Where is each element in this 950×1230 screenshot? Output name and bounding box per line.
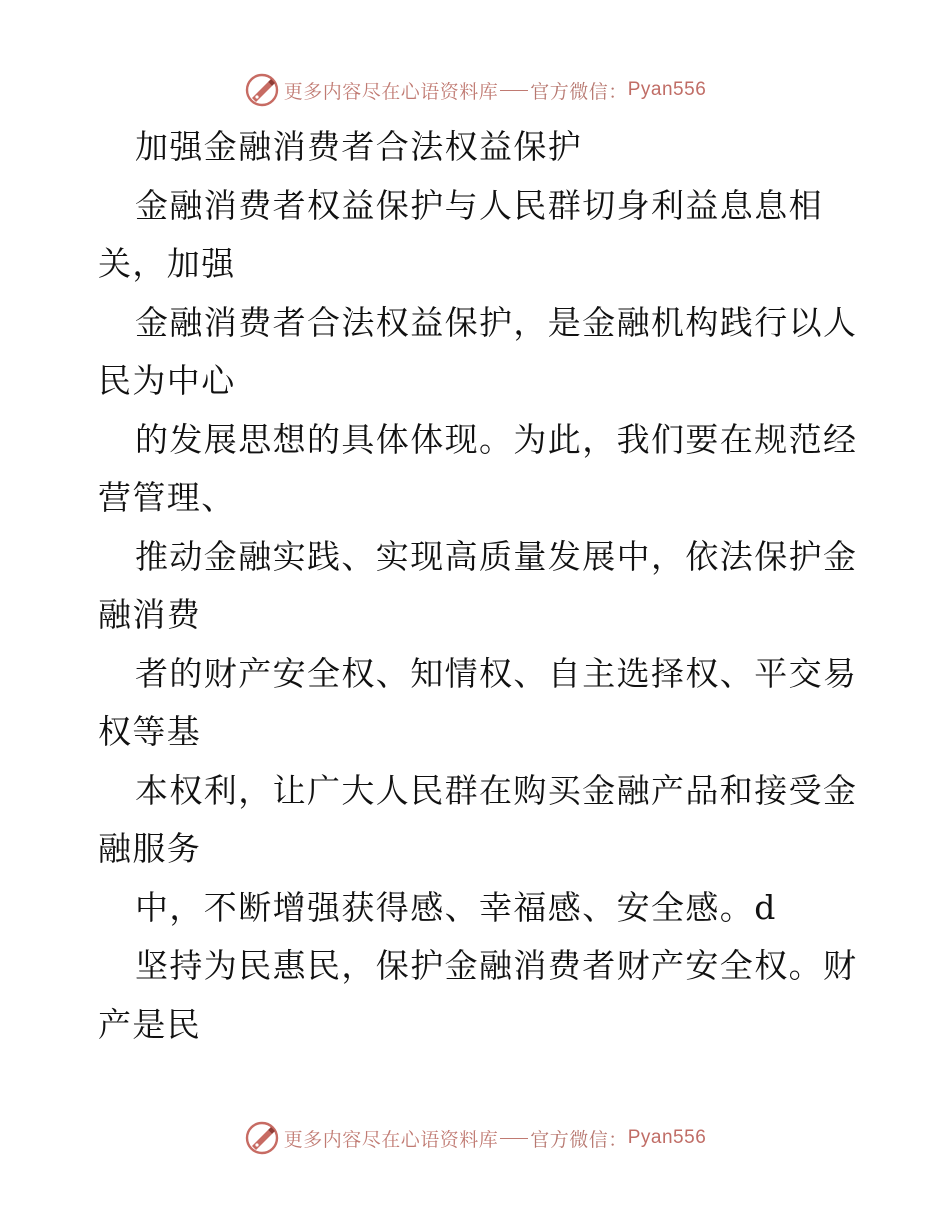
paragraph-line: 金融消费者权益保护与人民群切身利益息息相 bbox=[135, 185, 823, 225]
paragraph-line: 融消费 bbox=[98, 595, 202, 634]
paragraph-line: 营管理、 bbox=[98, 478, 236, 517]
paragraph-line: 民为中心 bbox=[98, 361, 236, 400]
pen-nib-logo-icon bbox=[244, 72, 280, 108]
paragraph-line: 金融消费者合法权益保护，是金融机构践行以人 bbox=[135, 302, 858, 342]
footer-dash bbox=[500, 1138, 528, 1139]
paragraph-line: 融服务 bbox=[98, 829, 202, 868]
header-wechat-id: Pyan556 bbox=[627, 79, 707, 100]
header-wechat-label: 官方微信： bbox=[530, 80, 628, 103]
header-banner bbox=[0, 70, 950, 110]
paragraph-line: 者的财产安全权、知情权、自主选择权、平交易 bbox=[135, 653, 858, 693]
paragraph-line: 关，加强 bbox=[98, 244, 236, 283]
header-banner-text: 更多内容尽在心语资料库 bbox=[283, 80, 499, 103]
paragraph-line: 中，不断增强获得感、幸福感、安全感。d bbox=[135, 887, 777, 927]
paragraph-line: 坚持为民惠民，保护金融消费者财产安全权。财 bbox=[135, 946, 858, 985]
footer-wechat-label: 官方微信： bbox=[530, 1128, 628, 1151]
footer-banner bbox=[0, 1118, 950, 1158]
paragraph-line: 本权利，让广大人民群在购买金融产品和接受金 bbox=[135, 770, 858, 810]
document-body bbox=[98, 118, 858, 1054]
paragraph-line: 的发展思想的具体体现。为此，我们要在规范经 bbox=[135, 419, 858, 459]
pen-nib-logo-icon bbox=[244, 1120, 280, 1156]
paragraph-line: 产是民 bbox=[98, 1004, 202, 1044]
footer-banner-text: 更多内容尽在心语资料库 bbox=[283, 1128, 499, 1151]
document-title: 加强金融消费者合法权益保护 bbox=[135, 127, 583, 166]
footer-wechat-id: Pyan556 bbox=[627, 1127, 707, 1148]
header-dash bbox=[500, 90, 528, 91]
paragraph-line: 推动金融实践、实现高质量发展中，依法保护金 bbox=[135, 536, 858, 576]
paragraph-line: 权等基 bbox=[98, 712, 202, 751]
